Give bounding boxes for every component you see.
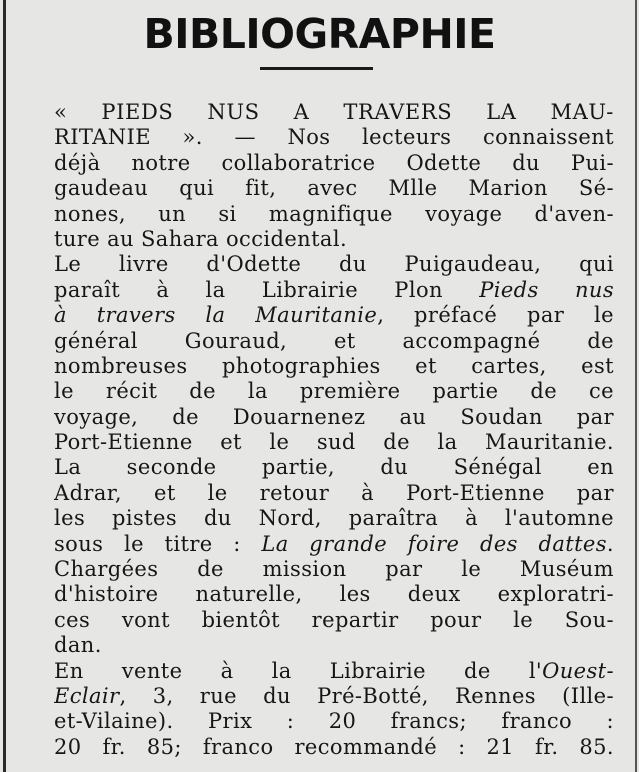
column-rule-left	[3, 0, 6, 772]
article-line	[54, 303, 614, 328]
italic-title-fragment: La grande foire des dattes	[261, 531, 607, 556]
article-line: d'histoire naturelle, les deux exploratri-	[54, 582, 614, 607]
article-line: nones, un si magnifique voyage d'aven-	[54, 201, 614, 226]
article-line: nombreuses photographies et cartes, est	[54, 353, 614, 378]
article-body	[54, 100, 614, 760]
article-line	[54, 278, 614, 303]
article-line: « PIEDS NUS A TRAVERS LA MAU-	[54, 100, 614, 124]
article-line: Adrar, et le retour à Port-Etienne par	[54, 480, 614, 505]
article-line: La seconde partie, du Sénégal en	[54, 455, 614, 480]
text-fragment: paraît à la Librairie Plon	[54, 277, 480, 302]
section-heading: BIBLIOGRAPHIE	[143, 10, 496, 58]
article-line: les pistes du Nord, paraîtra à l'automne	[54, 506, 614, 531]
italic-title-fragment: à travers la Mauritanie	[54, 303, 378, 328]
text-fragment: En vente à la Librairie de l'	[54, 658, 543, 683]
article-line: ture au Sahara occidental.	[54, 226, 348, 251]
italic-title-fragment: Eclair	[54, 683, 120, 708]
article-line: et-Vilaine). Prix : 20 francs; franco :	[54, 709, 614, 734]
italic-title-fragment: Pieds nus	[479, 277, 614, 302]
article-line: général Gouraud, et accompagné de	[54, 328, 614, 353]
article-line: le récit de la première partie de ce	[54, 379, 614, 404]
article-line: dan.	[54, 633, 102, 658]
column-rule-right	[635, 0, 637, 772]
text-fragment: , préfacé par le	[377, 303, 614, 328]
article-line: Port-Etienne et le sud de la Mauritanie.	[54, 430, 614, 455]
text-fragment: sous le titre :	[54, 531, 262, 556]
text-fragment: , 3, rue du Pré-Botté, Rennes (Ille-	[119, 683, 614, 708]
article-line: RITANIE ». — Nos lecteurs connaissent	[54, 125, 614, 150]
article-line	[54, 659, 614, 684]
article-line: déjà notre collaboratrice Odette du Pui-	[54, 150, 614, 175]
article-line	[54, 532, 614, 557]
text-fragment: .	[606, 531, 614, 556]
italic-title-fragment: Ouest-	[542, 658, 614, 683]
article-line: Le livre d'Odette du Puigaudeau, qui	[54, 252, 614, 277]
article-line	[54, 684, 614, 709]
article-line: voyage, de Douarnenez au Soudan par	[54, 404, 614, 429]
article-line: Chargées de mission par le Muséum	[54, 557, 614, 582]
article-line: ces vont bientôt repartir pour le Sou-	[54, 607, 614, 632]
heading-underline	[260, 67, 373, 70]
article-line: 20 fr. 85; franco recommandé : 21 fr. 85.	[54, 734, 614, 759]
article-line: gaudeau qui fit, avec Mlle Marion Sé-	[54, 176, 614, 201]
